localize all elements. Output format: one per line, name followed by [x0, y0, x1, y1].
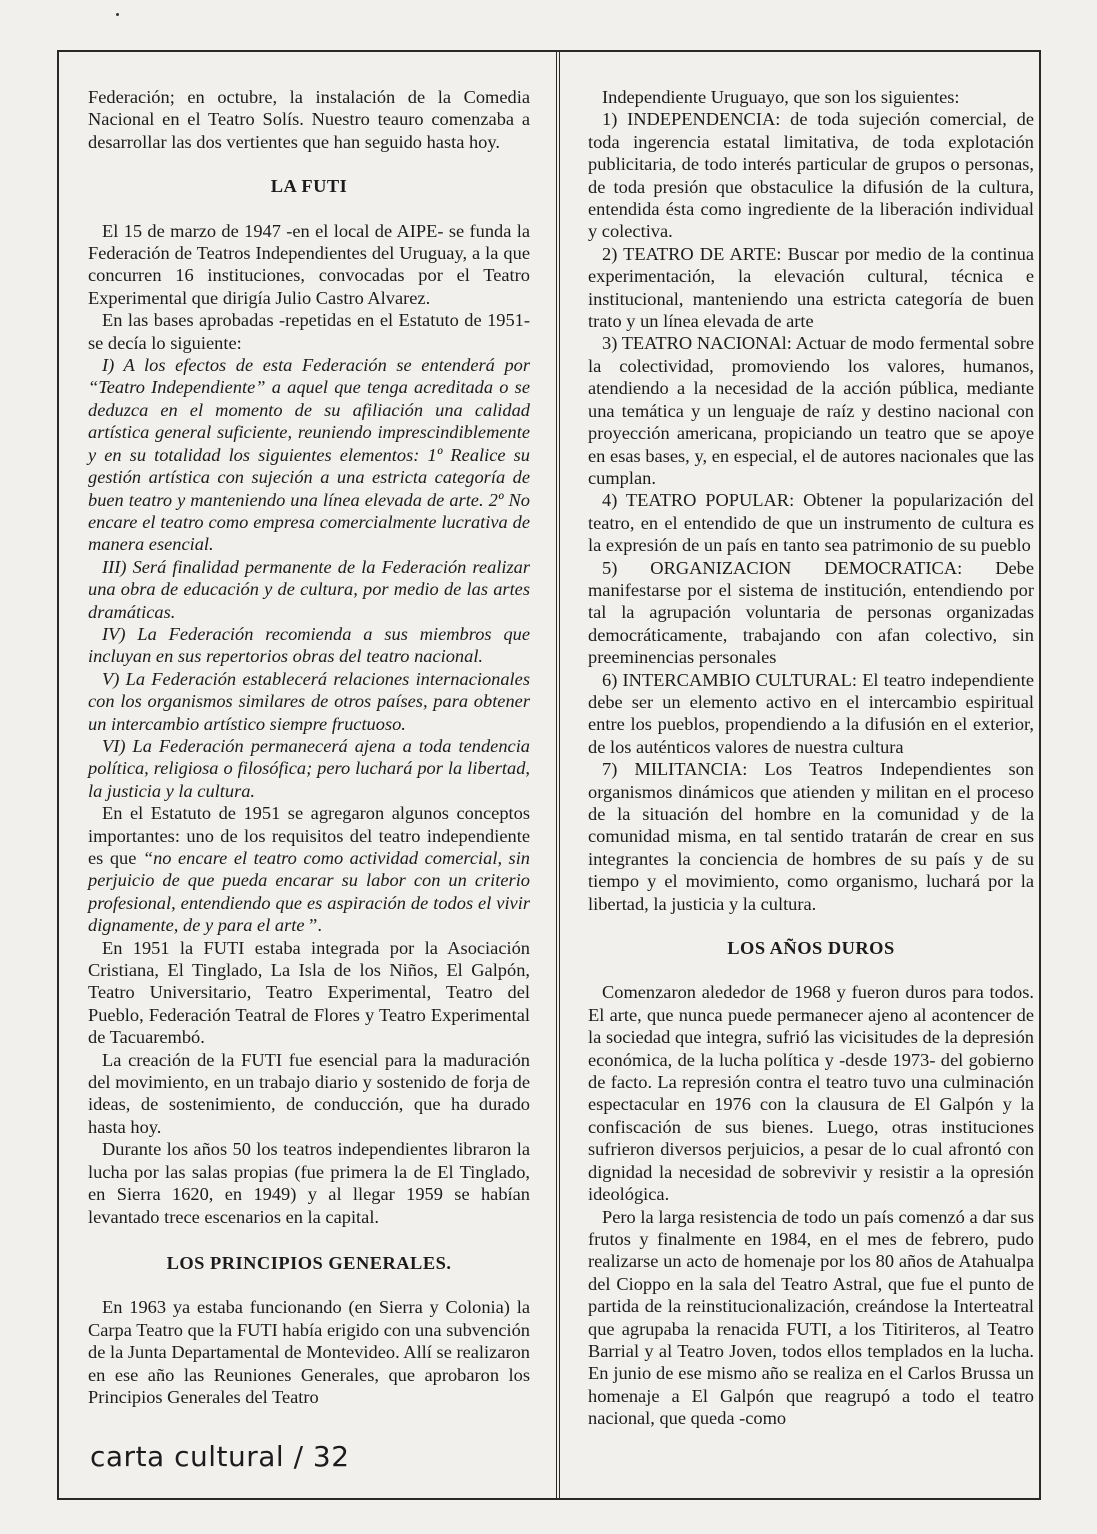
quoted-article: V) La Federación establecerá relaciones internacionales con los organismos similares de otros países, para obtener un intercambio artístico siempre fructuoso. [88, 668, 530, 734]
paragraph-text: ”. [304, 915, 322, 936]
paragraph: Independiente Uruguayo, que son los siguientes: [602, 87, 960, 107]
paragraph: El 15 de marzo de 1947 -en el local de AIPE- se funda la Federación de Teatros Independientes del Uruguay, a la que concurren 16 instituciones, convocadas por el Teatro Experimental que dirigía Julio Castro Alvarez. [88, 220, 530, 308]
paragraph: Durante los años 50 los teatros independientes libraron la lucha por las salas propias (fue primera la de El Tinglado, en Sierra 1620, en 1949) y al llegar 1959 se habían levantado trece escenarios en la capital. [88, 1139, 530, 1227]
quoted-article: III) Será finalidad permanente de la Federación realizar una obra de educación y de cultura, por medio de las artes dramáticas. [88, 556, 530, 622]
paragraph: En 1951 la FUTI estaba integrada por la Asociación Cristiana, El Tinglado, La Isla de los Niños, El Galpón, Teatro Universitario, Teatro Experimental, Teatro del Pueblo, Federación Teatral de Flores y Teatro Experimental de Tacuarembó. [88, 937, 530, 1048]
quoted-text: “no encare el teatro como actividad comercial, sin perjuicio de que pueda encarar su labor con un criterio profesional, entendiendo que es aspiración de todos el vivir dignamente, de y para el arte [88, 848, 531, 936]
principle-item: 5) ORGANIZACION DEMOCRATICA: Debe manifestarse por el sistema de institución, entendiendo por tal la agrupación voluntaria de personas organizadas democráticamente, trabajando con afan colectivo, sin preeminencias personales [588, 557, 1034, 668]
paragraph: Comenzaron alededor de 1968 y fueron duros para todos. El arte, que nunca puede permanecer ajeno al acontencer de la sociedad que integra, sufrió las vicisitudes de la depresión económica, de la lucha política y -desde 1973- del gobierno de facto. La represión contra el teatro tuvo una culminación espectacular en 1976 con la clausura de El Galpón y la confiscación de sus bienes. Luego, otras instituciones sufrieron diversos perjuicios, a pesar de lo cual afrontó con dignidad la necesidad de sobrevivir y resistir a la opresión ideológica. [588, 982, 1034, 1205]
quoted-article: IV) La Federación recomienda a sus miembros que incluyan en sus repertorios obras del teatro nacional. [88, 623, 530, 667]
principle-item: 2) TEATRO DE ARTE: Buscar por medio de la continua experimentación, la elevación cultural, técnica e institucional, manteniendo una estricta categoría de buen trato y un línea elevada de arte [588, 243, 1034, 332]
paragraph: La creación de la FUTI fue esencial para la maduración del movimiento, en un trabajo diario y sostenido de forja de ideas, de sostenimiento, de conducción, que ha durado hasta hoy. [88, 1049, 530, 1137]
quoted-article: VI) La Federación permanecerá ajena a toda tendencia política, religiosa o filosófica; pero luchará por la libertad, la justicia y la cultura. [88, 735, 530, 801]
quoted-article: I) A los efectos de esta Federación se entenderá por “Teatro Independiente” a aquel que tenga acreditada o se deduzca en el momento de su afiliación una calidad artística general suficiente, reuniendo imprescindiblemente y en su totalidad los siguientes elementos: 1º Realice su gestión artística con sujeción a una estricta categoría de buen teatro y manteniendo una línea elevada de arte. 2º No encare el teatro como empresa comercialmente lucrativa de manera esencial. [88, 355, 530, 555]
principle-item: 6) INTERCAMBIO CULTURAL: El teatro independiente debe ser un elemento activo en el intercambio espiritual entre los pueblos, propendiendo a la difusión en el exterior, de los auténticos valores de nuestra cultura [588, 669, 1034, 757]
paragraph: En 1963 ya estaba funcionando (en Sierra y Colonia) la Carpa Teatro que la FUTI había erigido con una subvención de la Junta Departamental de Montevideo. Allí se realizaron en ese año las Reuniones Generales, que aprobaron los Principios Generales del Teatro [88, 1297, 530, 1407]
right-column [588, 86, 1034, 1430]
paragraph: Federación; en octubre, la instalación de la Comedia Nacional en el Teatro Solís. Nuestro teauro comenzaba a desarrollar las dos vertientes que han seguido hasta hoy. [88, 87, 530, 152]
principle-item: 3) TEATRO NACIONAl: Actuar de modo fermental sobre la colectividad, promoviendo los valores, humanos, atendiendo a la necesidad de la acción pública, mediante una temática y un lenguaje de raíz y destino nacional con proyección americana, propiciando un teatro que se apoye en esas bases, y, en especial, el de autores nacionales que las cumplan. [588, 333, 1034, 488]
left-column [88, 86, 530, 1408]
paragraph: En las bases aprobadas -repetidas en el Estatuto de 1951- se decía lo siguiente: [88, 310, 530, 353]
paragraph [88, 802, 530, 936]
principle-item: 1) INDEPENDENCIA: de toda sujeción comercial, de toda ingerencia estatal limitativa, de toda explotación publicitaria, de todo interés particular de grupos o personas, de toda presión que obstaculice la difusión de la cultura, entendida ésta como ingrediente de la liberación individual y colectiva. [588, 109, 1034, 242]
column-divider [556, 50, 560, 1500]
page-footer-folio: carta cultural / 32 [90, 1440, 350, 1473]
paragraph: Pero la larga resistencia de todo un país comenzó a dar sus frutos y finalmente en 1984, en el mes de febrero, pudo realizarse un acto de homenaje por los 80 años de Atahualpa del Cioppo en la sala del Teatro Astral, que fue el punto de partida de la reinstitucionalización, creándose la Interteatral que agrupaba la renacida FUTI, a los Titiriteros, al Teatro Barrial y al Teatro Joven, todos ellos templados en la lucha. En junio de ese mismo año se realiza en el Carlos Brussa un homenaje a El Galpón que reagrupó a todo el teatro nacional, que queda -como [588, 1206, 1034, 1429]
principle-item: 7) MILITANCIA: Los Teatros Independientes son organismos dinámicos que atienden y militan en el proceso de la situación del hombre en la comunidad y de la comunidad misma, en tal sentido tratarán de crear en sus integrantes la conciencia de hombres de su país y de su tiempo y el movimiento, como organismo, luchará por la libertad, la justicia y la cultura. [588, 759, 1034, 914]
section-heading-la-futi: LA FUTI [270, 176, 348, 197]
paragraph-text: En el Estatuto de 1951 se agregaron algunos conceptos importantes: uno de los requisitos del teatro independiente es que [88, 803, 530, 868]
principle-item: 4) TEATRO POPULAR: Obtener la popularización del teatro, en el entendido de que un instrumento de cultura es la expresión de un país en tanto sea patrimonio de su pueblo [588, 490, 1034, 556]
scan-speck [116, 13, 119, 16]
section-heading-principios: LOS PRINCIPIOS GENERALES. [166, 1252, 452, 1273]
section-heading-anos-duros: LOS AÑOS DUROS [727, 938, 895, 959]
